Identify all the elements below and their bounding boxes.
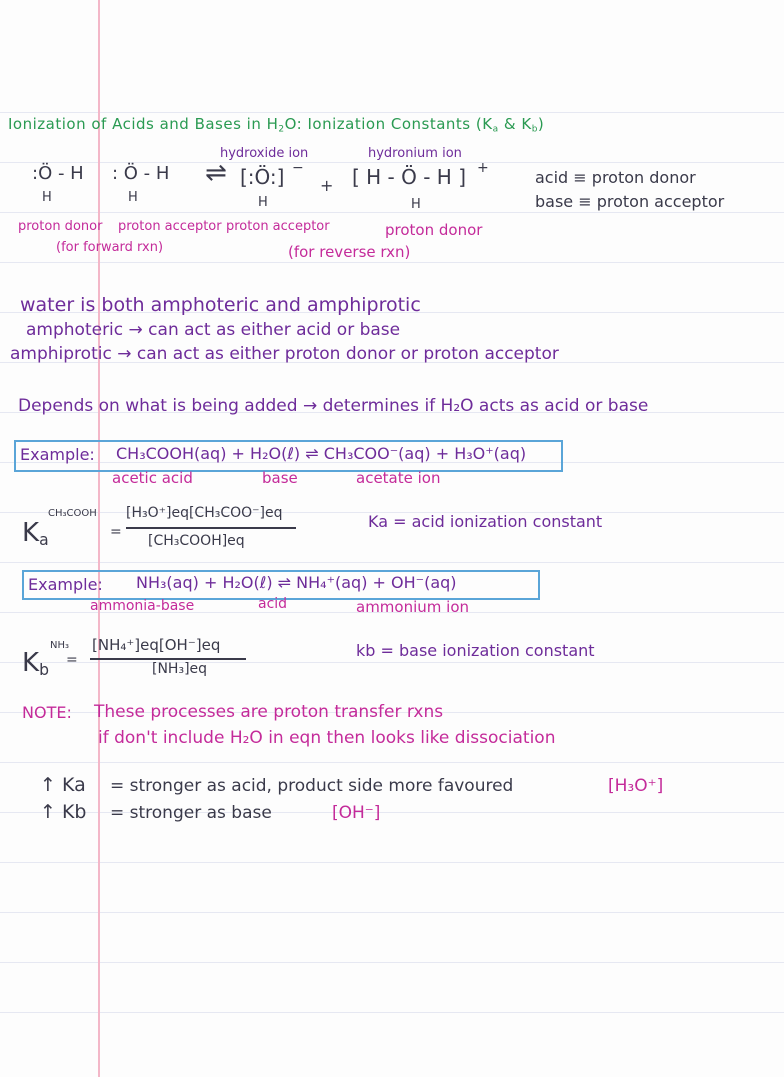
acetate-ion-label: acetate ion — [356, 469, 441, 487]
ka-trend-symbol: ↑ Ka — [40, 774, 86, 796]
label-reverse-rxn: (for reverse rxn) — [288, 243, 411, 261]
rule-line — [0, 562, 784, 563]
rule-line — [0, 1012, 784, 1013]
hydroxide-structure: [:Ö:] — [240, 165, 285, 189]
water-2-h: H — [128, 190, 138, 205]
hydronium-structure: [ H - Ö - H ] — [352, 165, 467, 189]
example-2-label: Example: — [28, 575, 103, 594]
rule-line — [0, 912, 784, 913]
example-1-label: Example: — [20, 445, 95, 464]
hydronium-charge: + — [477, 160, 489, 176]
rule-line — [0, 662, 784, 663]
label-proton-donor-reverse: proton donor — [385, 221, 483, 239]
title-kb: K — [521, 115, 532, 133]
ka-equals: = — [110, 524, 122, 540]
hydroxide-label: hydroxide ion — [220, 146, 309, 161]
title-sub: 2 — [278, 124, 285, 135]
title-rest: O: Ionization Constants (K — [284, 115, 493, 133]
kb-denominator: [NH₃]eq — [152, 661, 208, 677]
acetic-acid-label: acetic acid — [112, 469, 193, 487]
kb-definition: kb = base ionization constant — [356, 641, 595, 660]
note-depends: Depends on what is being added → determines if H₂O acts as acid or base — [18, 396, 649, 416]
ka-definition: Ka = acid ionization constant — [368, 512, 603, 531]
margin-line — [98, 0, 100, 1077]
kb-fraction-bar — [90, 658, 246, 660]
kb-superscript: NH₃ — [50, 640, 70, 651]
plus-sign: + — [320, 176, 334, 195]
note-amphoteric-amphiprotic: water is both amphoteric and amphiprotic — [20, 294, 421, 316]
ka-k: K — [22, 518, 40, 548]
rule-line — [0, 862, 784, 863]
kb-trend-symbol: ↑ Kb — [40, 801, 87, 823]
title-amp: & — [503, 115, 517, 133]
ammonium-ion-label: ammonium ion — [356, 598, 470, 616]
kb-trend-text: = stronger as base — [110, 803, 272, 823]
label-proton-acceptor-2: proton acceptor — [226, 219, 330, 234]
ka-superscript: CH₃COOH — [48, 508, 97, 519]
kb-symbol — [22, 648, 49, 679]
kb-equals: = — [66, 652, 78, 668]
ka-numerator: [H₃O⁺]eq[CH₃COO⁻]eq — [126, 505, 283, 521]
example-1-equation: CH₃COOH(aq) + H₂O(ℓ) ⇌ CH₃COO⁻(aq) + H₃O⁺(aq) — [116, 444, 527, 463]
example-2-equation: NH₃(aq) + H₂O(ℓ) ⇌ NH₄⁺(aq) + OH⁻(aq) — [136, 573, 457, 592]
note-amphiprotic-definition: amphiprotic → can act as either proton donor or proton acceptor — [10, 344, 559, 364]
title-main: Ionization of Acids and Bases in H — [8, 115, 279, 133]
rule-line — [0, 112, 784, 113]
note-line-1: These processes are proton transfer rxns — [94, 702, 444, 722]
title-ka-sub: a — [492, 124, 499, 135]
note-line-2: if don't include H₂O in eqn then looks like dissociation — [98, 728, 556, 748]
label-forward-rxn: (for forward rxn) — [56, 240, 164, 255]
acid-definition: acid ≡ proton donor — [535, 168, 696, 187]
ka-sub: a — [39, 530, 49, 549]
ka-trend-text: = stronger as acid, product side more favoured — [110, 776, 514, 796]
hydroxide-h: H — [258, 195, 268, 210]
rule-line — [0, 762, 784, 763]
title-close: ) — [537, 115, 545, 133]
ka-symbol — [22, 518, 49, 549]
base-definition: base ≡ proton acceptor — [535, 192, 725, 211]
ammonia-base-label: ammonia-base — [90, 598, 195, 614]
rule-line — [0, 262, 784, 263]
hydronium-h: H — [411, 197, 421, 212]
kb-trend-bracket: [OH⁻] — [332, 803, 381, 823]
rule-line — [0, 212, 784, 213]
title-kb-sub: b — [531, 124, 538, 135]
note-label: NOTE: — [22, 703, 72, 722]
water-structure-1: :Ö - H — [32, 163, 84, 184]
kb-sub: b — [39, 660, 49, 679]
ka-denominator: [CH₃COOH]eq — [148, 533, 245, 549]
ka-fraction-bar — [126, 527, 296, 529]
kb-k: K — [22, 648, 40, 678]
water-1-h: H — [42, 190, 52, 205]
hydronium-label: hydronium ion — [368, 146, 462, 161]
note-amphoteric-definition: amphoteric → can act as either acid or base — [26, 320, 401, 340]
page-title — [8, 115, 544, 134]
water-structure-2: : Ö - H — [112, 163, 170, 184]
acid-label-2: acid — [258, 596, 288, 612]
equilibrium-arrow: ⇌ — [205, 158, 227, 188]
label-proton-acceptor-1: proton acceptor — [118, 219, 222, 234]
label-proton-donor-forward: proton donor — [18, 219, 103, 234]
kb-numerator: [NH₄⁺]eq[OH⁻]eq — [92, 636, 221, 654]
ka-trend-bracket: [H₃O⁺] — [608, 776, 664, 796]
rule-line — [0, 962, 784, 963]
base-label-1: base — [262, 469, 298, 487]
hydroxide-charge: − — [292, 160, 304, 176]
